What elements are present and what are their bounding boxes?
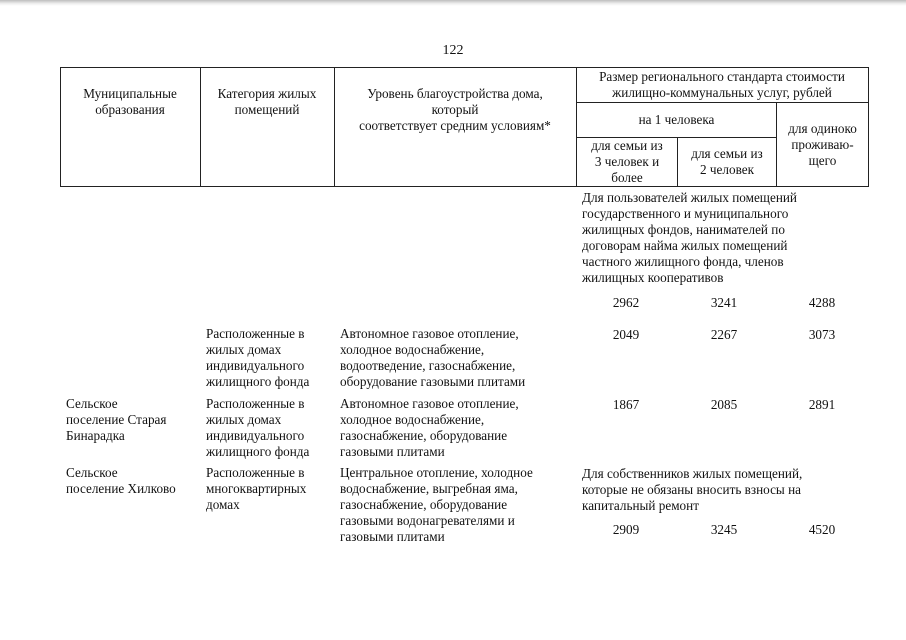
row2-category: Расположенные в жилых домах индивидуального жилищного фонда: [206, 396, 310, 459]
row2-value-single: 2891: [808, 397, 836, 412]
header-family-3: для семьи из 3 человек и более: [591, 138, 663, 185]
header-standard-size: Размер регионального стандарта стоимости жилищно-коммунальных услуг, рублей: [599, 69, 845, 100]
row3-category: Расположенные в многоквартирных домах: [206, 465, 307, 512]
row2-municipality: Сельское поселение Старая Бинарадка: [66, 396, 167, 443]
row2-amenity-level: Автономное газовое отопление, холодное водоснабжение, газоснабжение, оборудование газовыми плитами: [340, 396, 519, 459]
row1-amenity-level: Автономное газовое отопление, холодное водоснабжение, водоотведение, газоснабжение, оборудование газовыми плитами: [340, 326, 526, 389]
header-municipality: Муниципальные образования: [83, 86, 177, 117]
header-single: для одиноко проживаю- щего: [788, 121, 857, 168]
header-per-person: на 1 человека: [638, 112, 715, 127]
value-single: 4288: [808, 295, 836, 310]
row1-value-single: 3073: [808, 327, 836, 342]
row1-value-family3: 2049: [612, 327, 640, 342]
header-family-2: для семьи из 2 человек: [691, 146, 763, 177]
row2-value-family3: 1867: [612, 397, 640, 412]
row3-value-single: 4520: [808, 522, 836, 537]
row3-municipality: Сельское поселение Хилково: [66, 465, 176, 496]
section-note-users: Для пользователей жилых помещений государственного и муниципального жилищных фондов, нанимателей по договорам найма жилых помещений частного жилищного фонда, членов жилищных кооперативов: [582, 190, 797, 285]
scan-top-edge: [0, 0, 906, 6]
row3-value-family3: 2909: [612, 522, 640, 537]
value-family2: 3241: [710, 295, 738, 310]
header-amenity-level: Уровень благоустройства дома, который соответствует средним условиям*: [359, 86, 551, 133]
page-number: 122: [442, 43, 464, 58]
header-category: Категория жилых помещений: [217, 86, 317, 117]
section-note-owners: Для собственников жилых помещений, которые не обязаны вносить взносы на капитальный ремонт: [582, 466, 803, 513]
row3-amenity-level: Центральное отопление, холодное водоснабжение, выгребная яма, газоснабжение, оборудование газовыми водонагревателями и газовыми плитами: [340, 465, 533, 544]
value-family3: 2962: [612, 295, 640, 310]
row1-category: Расположенные в жилых домах индивидуального жилищного фонда: [206, 326, 310, 389]
row2-value-family2: 2085: [710, 397, 738, 412]
row1-value-family2: 2267: [710, 327, 738, 342]
row3-value-family2: 3245: [710, 522, 738, 537]
